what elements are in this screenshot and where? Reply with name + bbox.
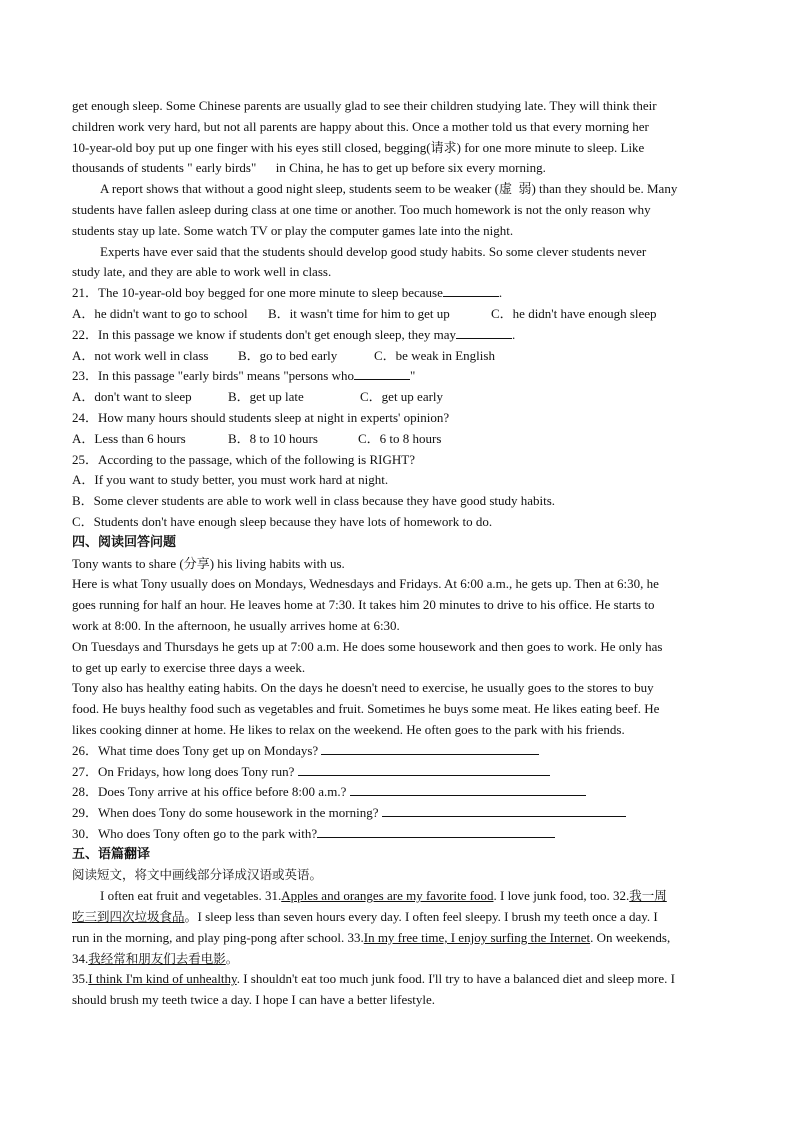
question-tail: . bbox=[498, 285, 503, 301]
text-run: 。 bbox=[225, 950, 239, 966]
question-options bbox=[72, 346, 722, 367]
option-a[interactable]: A．Less than 6 hours bbox=[72, 430, 186, 446]
answer-line[interactable] bbox=[350, 782, 586, 796]
text-run: 35. bbox=[72, 971, 89, 987]
passage-line: study late, and they are able to work well in class. bbox=[72, 264, 332, 280]
question-text: 28．Does Tony arrive at his office before 8:00 a.m.? bbox=[72, 784, 347, 800]
question-stem bbox=[72, 366, 722, 387]
option-b[interactable]: B．it wasn't time for him to get up bbox=[268, 305, 450, 321]
answer-line[interactable] bbox=[317, 824, 555, 838]
worksheet-page bbox=[72, 96, 722, 1011]
question-text: 26．What time does Tony get up on Mondays? bbox=[72, 742, 319, 758]
question-stem: 25．According to the passage, which of the following is RIGHT? bbox=[72, 451, 415, 467]
short-answer-question bbox=[72, 762, 722, 783]
translate-item-34: 我经常和朋友们去看电影 bbox=[88, 950, 226, 966]
short-answer-question bbox=[72, 803, 722, 824]
answer-line[interactable] bbox=[321, 741, 539, 755]
passage-line: should brush my teeth twice a day. I hope I can have a better lifestyle. bbox=[72, 992, 436, 1008]
passage-line: students have fallen asleep during class at one time or another. Too much homework is not the only reason why bbox=[72, 201, 651, 217]
instruction: 阅读短文，将文中画线部分译成汉语或英语。 bbox=[72, 867, 323, 883]
option-c[interactable]: C．he didn't have enough sleep bbox=[491, 305, 657, 321]
text-run: . I love junk food, too. 32. bbox=[493, 888, 630, 904]
text-run: I often eat fruit and vegetables. 31. bbox=[100, 888, 282, 904]
passage-line: Experts have ever said that the students should develop good study habits. So some clever students never bbox=[100, 243, 647, 259]
question-text: 23．In this passage "early birds" means "persons who bbox=[72, 368, 355, 384]
translate-item-31: Apples and oranges are my favorite food bbox=[281, 888, 494, 904]
section-translation bbox=[72, 845, 722, 1011]
passage-line: 10-year-old boy put up one finger with his eyes still closed, begging(请求) for one more minute to sleep. Like bbox=[72, 139, 645, 155]
translate-item-32-cont: 吃三到四次垃圾食品 bbox=[72, 909, 185, 925]
section-heading: 五、语篇翻译 bbox=[72, 846, 151, 862]
question-stem: 24．How many hours should students sleep at night in experts' opinion? bbox=[72, 409, 450, 425]
passage-line bbox=[72, 969, 722, 990]
passage-line bbox=[72, 928, 722, 949]
passage-line: children work very hard, but not all parents are happy about this. Once a mother told us that every morning her bbox=[72, 118, 649, 134]
passage-line: On Tuesdays and Thursdays he gets up at 7:00 a.m. He does some housework and then goes to work. He only has bbox=[72, 638, 663, 654]
text-run: 。I sleep less than seven hours every day. I often feel sleepy. I brush my teeth once a day. I bbox=[184, 909, 658, 925]
passage-line: thousands of students " early birds" in China, he has to get up before six every morning. bbox=[72, 160, 546, 176]
question-options bbox=[72, 429, 722, 450]
passage-line: get enough sleep. Some Chinese parents are usually glad to see their children studying late. They will think their bbox=[72, 98, 657, 113]
text-run: 34. bbox=[72, 950, 89, 966]
question-text: 30．Who does Tony often go to the park with? bbox=[72, 825, 318, 841]
passage-line: likes cooking dinner at home. He likes to relax on the weekend. He often goes to the park with his friends. bbox=[72, 721, 625, 737]
passage-line: Here is what Tony usually does on Mondays, Wednesdays and Fridays. At 6:00 a.m., he gets up. Then at 6:30, he bbox=[72, 576, 659, 592]
answer-line[interactable] bbox=[382, 803, 626, 817]
option-c[interactable]: C．6 to 8 hours bbox=[358, 430, 442, 446]
option-c[interactable]: C．Students don't have enough sleep because they have lots of homework to do. bbox=[72, 513, 493, 529]
multiple-choice-questions bbox=[72, 283, 722, 533]
passage-line: goes running for half an hour. He leaves home at 7:30. It takes him 20 minutes to drive to his office. He starts to bbox=[72, 597, 655, 613]
question-text: 29．When does Tony do some housework in the morning? bbox=[72, 805, 379, 821]
option-a[interactable]: A．don't want to sleep bbox=[72, 389, 192, 405]
short-answer-question bbox=[72, 782, 722, 803]
text-run: . I shouldn't eat too much junk food. I'll try to have a balanced diet and sleep more. I bbox=[236, 971, 675, 987]
question-stem bbox=[72, 325, 722, 346]
passage-line: students stay up late. Some watch TV or play the computer games late into the night. bbox=[72, 222, 514, 238]
passage-line bbox=[72, 949, 722, 970]
short-answer-question bbox=[72, 741, 722, 762]
option-a[interactable]: A．not work well in class bbox=[72, 347, 209, 363]
translate-item-32: 我一周 bbox=[629, 888, 667, 904]
option-c[interactable]: C．be weak in English bbox=[374, 347, 495, 363]
question-options bbox=[72, 387, 722, 408]
option-b[interactable]: B．go to bed early bbox=[238, 347, 338, 363]
translate-item-35: I think I'm kind of unhealthy bbox=[88, 971, 237, 987]
question-text: 27．On Fridays, how long does Tony run? bbox=[72, 763, 295, 779]
option-a[interactable]: A．he didn't want to go to school bbox=[72, 305, 248, 321]
reading-passage bbox=[72, 96, 722, 283]
option-b[interactable]: B．Some clever students are able to work well in class because they have good study habits. bbox=[72, 493, 556, 509]
passage-line: food. He buys healthy food such as vegetables and fruit. Sometimes he buys some meat. He likes eating beef. He bbox=[72, 701, 660, 717]
answer-blank[interactable] bbox=[456, 325, 512, 339]
question-text: 21．The 10-year-old boy begged for one more minute to sleep because bbox=[72, 285, 443, 301]
text-run: . On weekends, bbox=[590, 929, 671, 945]
passage-line: to get up early to exercise three days a week. bbox=[72, 659, 306, 675]
section-reading-answer bbox=[72, 533, 722, 845]
question-tail: " bbox=[410, 368, 416, 384]
translate-item-33: In my free time, I enjoy surfing the Internet bbox=[363, 929, 591, 945]
option-a[interactable]: A．If you want to study better, you must work hard at night. bbox=[72, 472, 389, 488]
answer-blank[interactable] bbox=[354, 366, 410, 380]
question-text: 22．In this passage we know if students don't get enough sleep, they may bbox=[72, 326, 456, 342]
passage-line: work at 8:00. In the afternoon, he usually arrives home at 6:30. bbox=[72, 617, 400, 633]
answer-line[interactable] bbox=[298, 762, 550, 776]
option-c[interactable]: C．get up early bbox=[360, 389, 444, 405]
passage-line bbox=[72, 907, 722, 928]
short-answer-question bbox=[72, 824, 722, 845]
passage-line: Tony wants to share (分享) his living habits with us. bbox=[72, 555, 345, 571]
option-b[interactable]: B．get up late bbox=[228, 389, 304, 405]
passage-line: A report shows that without a good night sleep, students seem to be weaker (虚 弱) than they should be. Many bbox=[100, 181, 678, 197]
passage-line bbox=[72, 886, 722, 907]
passage-line: Tony also has healthy eating habits. On the days he doesn't need to exercise, he usually goes to the stores to buy bbox=[72, 680, 654, 696]
section-heading: 四、阅读回答问题 bbox=[72, 534, 177, 550]
option-b[interactable]: B．8 to 10 hours bbox=[228, 430, 318, 446]
text-run: run in the morning, and play ping-pong after school. 33. bbox=[72, 929, 364, 945]
question-stem bbox=[72, 283, 722, 304]
question-tail: . bbox=[511, 326, 516, 342]
question-options bbox=[72, 304, 722, 325]
answer-blank[interactable] bbox=[443, 283, 499, 297]
